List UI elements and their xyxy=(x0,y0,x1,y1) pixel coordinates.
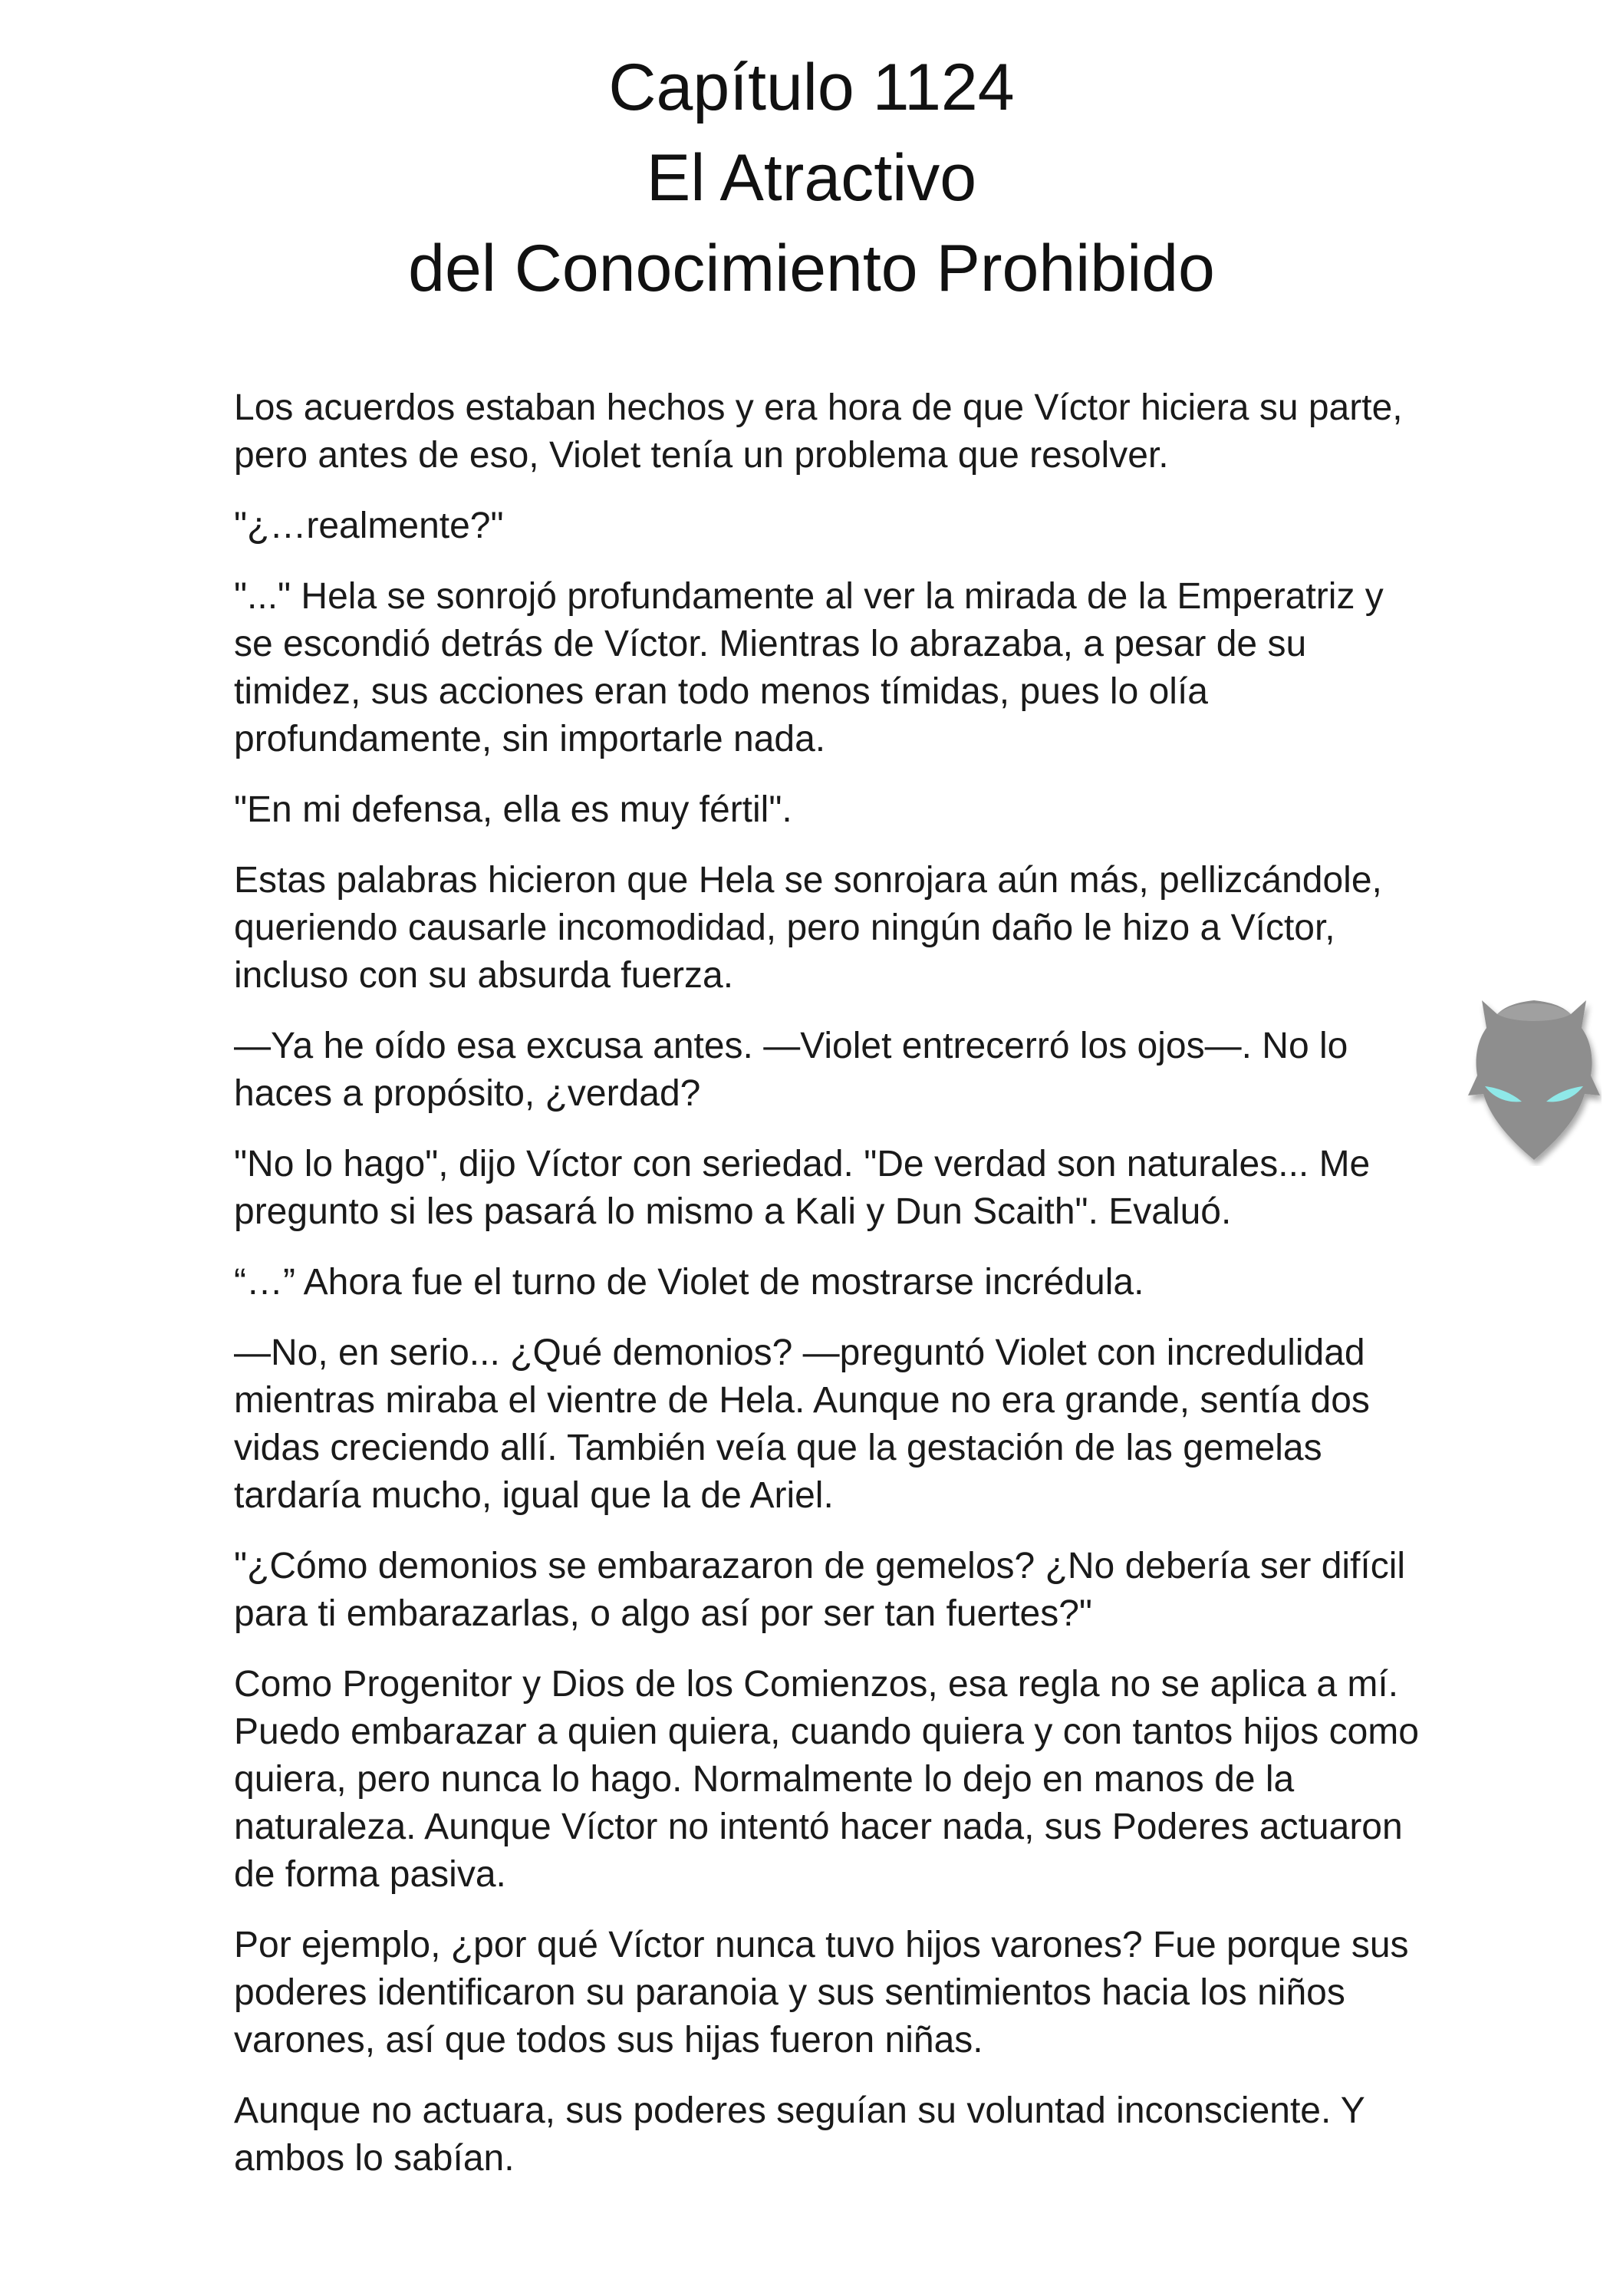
paragraph: Los acuerdos estaban hechos y era hora de que Víctor hiciera su parte, pero antes de eso, Violet tenía un problema que resolver. xyxy=(234,387,1403,476)
chapter-name-line-1: El Atractivo xyxy=(646,141,977,215)
chapter-title xyxy=(0,42,1623,314)
demon-head-logo-icon xyxy=(1467,994,1602,1166)
chapter-name-line-2: del Conocimiento Prohibido xyxy=(408,232,1215,305)
paragraph: "No lo hago", dijo Víctor con seriedad. "De verdad son naturales... Me pregunto si les pasará lo mismo a Kali y Dun Scaith". Evaluó. xyxy=(234,1144,1371,1232)
paragraph: "¿…realmente?" xyxy=(234,506,504,546)
paragraph: Aunque no actuara, sus poderes seguían su voluntad inconsciente. Y ambos lo sabían. xyxy=(234,2090,1365,2179)
paragraph: Estas palabras hicieron que Hela se sonrojara aún más, pellizcándole, queriendo causarle incomodidad, pero ningún daño le hizo a Víctor, incluso con su absurda fuerza. xyxy=(234,860,1382,996)
chapter-body xyxy=(234,384,1430,2205)
chapter-number: Capítulo 1124 xyxy=(608,51,1015,124)
paragraph: —Ya he oído esa excusa antes. —Violet entrecerró los ojos—. No lo haces a propósito, ¿verdad? xyxy=(234,1026,1348,1114)
paragraph: Como Progenitor y Dios de los Comienzos, esa regla no se aplica a mí. Puedo embarazar a quien quiera, cuando quiera y con tantos hijos como quiera, pero nunca lo hago. Normalmente lo dejo en manos de la naturaleza. Aunque Víctor no intentó hacer nada, sus Poderes actuaron de forma pasiva. xyxy=(234,1664,1419,1895)
paragraph: "En mi defensa, ella es muy fértil". xyxy=(234,789,792,830)
paragraph: —No, en serio... ¿Qué demonios? —preguntó Violet con incredulidad mientras miraba el vientre de Hela. Aunque no era grande, sentía dos vidas creciendo allí. También veía que la gestación de las gemelas tardaría mucho, igual que la de Ariel. xyxy=(234,1332,1370,1516)
paragraph: "..." Hela se sonrojó profundamente al ver la mirada de la Emperatriz y se escondió detrás de Víctor. Mientras lo abrazaba, a pesar de su timidez, sus acciones eran todo menos tímidas, pues lo olía profundamente, sin importarle nada. xyxy=(234,576,1384,759)
paragraph: “…” Ahora fue el turno de Violet de mostrarse incrédula. xyxy=(234,1262,1144,1303)
logo-hood xyxy=(1468,1000,1600,1160)
paragraph: "¿Cómo demonios se embarazaron de gemelos? ¿No debería ser difícil para ti embarazarlas, o algo así por ser tan fuertes?" xyxy=(234,1546,1406,1634)
paragraph: Por ejemplo, ¿por qué Víctor nunca tuvo hijos varones? Fue porque sus poderes identificaron su paranoia y sus sentimientos hacia los niños varones, así que todos sus hijas fueron niñas. xyxy=(234,1925,1409,2060)
